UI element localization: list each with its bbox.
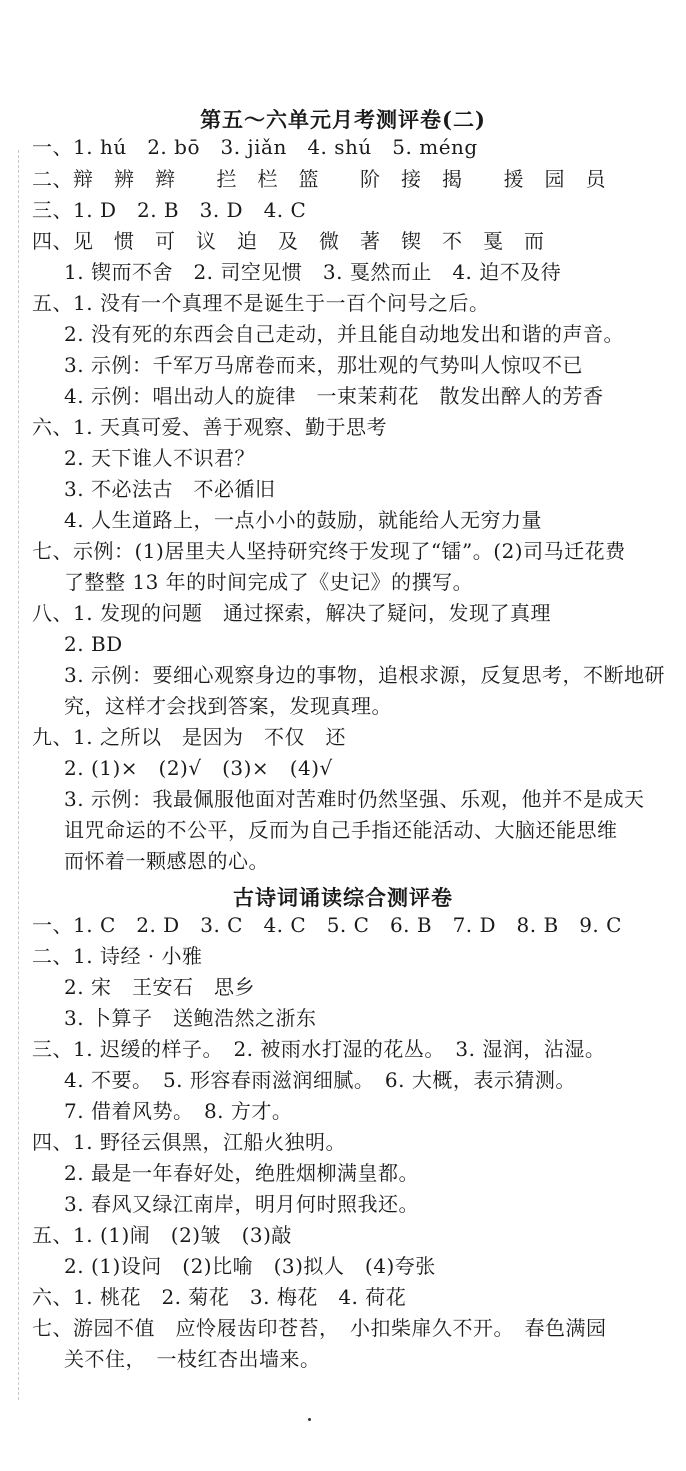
answer-line: 一、1. hú 2. bō 3. jiǎn 4. shú 5. méng: [32, 135, 478, 159]
answer-line: 3. 示例：我最佩服他面对苦难时仍然坚强、乐观，他并不是成天: [64, 787, 645, 811]
answer-line: 二、1. 诗经 · 小雅: [32, 944, 203, 968]
answer-line: 4. 不要。 5. 形容春雨滋润细腻。 6. 大概，表示猜测。: [64, 1068, 576, 1092]
section-title-ancient-poetry: 古诗词诵读综合测评卷: [233, 885, 453, 910]
answer-line: 究，这样才会找到答案，发现真理。: [64, 694, 392, 718]
answer-line: 七、示例：(1)居里夫人坚持研究终于发现了“镭”。(2)司马迁花费: [32, 539, 626, 563]
answer-line: 3. 春风又绿江南岸，明月何时照我还。: [64, 1192, 419, 1216]
answer-line: 7. 借着风势。 8. 方才。: [64, 1099, 293, 1123]
answer-line: 3. 示例：要细心观察身边的事物，追根求源，反复思考，不断地研: [64, 663, 665, 687]
answer-line: 3. 示例：千军万马席卷而来，那壮观的气势叫人惊叹不已: [64, 353, 583, 377]
answer-line: 1. 锲而不舍 2. 司空见惯 3. 戛然而止 4. 迫不及待: [64, 260, 562, 284]
answer-line: 三、1. 迟缓的样子。 2. 被雨水打湿的花丛。 3. 湿润，沾湿。: [32, 1037, 606, 1061]
answer-line: 二、辩 辨 辫 拦 栏 篮 阶 接 揭 援 园 员: [32, 167, 606, 191]
margin-rule: [18, 150, 19, 1400]
answer-line: 2. (1)设问 (2)比喻 (3)拟人 (4)夸张: [64, 1254, 436, 1278]
answer-line: 2. BD: [64, 632, 123, 656]
answer-line: 五、1. (1)闹 (2)皱 (3)敲: [32, 1223, 292, 1247]
answer-line: 六、1. 桃花 2. 菊花 3. 梅花 4. 荷花: [32, 1285, 407, 1309]
answer-line: 3. 卜算子 送鲍浩然之浙东: [64, 1006, 317, 1030]
answer-line: 3. 不必法古 不必循旧: [64, 477, 276, 501]
answer-line: 4. 示例：唱出动人的旋律 一束茉莉花 散发出醉人的芳香: [64, 384, 604, 408]
answer-line: 九、1. 之所以 是因为 不仅 还: [32, 725, 346, 749]
answer-line: 2. 最是一年春好处，绝胜烟柳满皇都。: [64, 1161, 419, 1185]
answer-line: 诅咒命运的不公平，反而为自己手指还能活动、大脑还能思维: [64, 818, 618, 842]
answer-line: 五、1. 没有一个真理不是诞生于一百个问号之后。: [32, 291, 490, 315]
section-title-unit-5-6: 第五～六单元月考测评卷(二): [200, 107, 486, 132]
answer-line: 六、1. 天真可爱、善于观察、勤于思考: [32, 415, 387, 439]
answer-line: 2. 天下谁人不识君？: [64, 446, 255, 470]
answer-line: 2. 宋 王安石 思乡: [64, 975, 255, 999]
answer-line: 三、1. D 2. B 3. D 4. C: [32, 198, 307, 222]
answer-line: 四、1. 野径云俱黑，江船火独明。: [32, 1130, 346, 1154]
answer-line: 了整整 13 年的时间完成了《史记》的撰写。: [64, 570, 474, 594]
answer-line: 八、1. 发现的问题 通过探索，解决了疑问，发现了真理: [32, 601, 551, 625]
answer-line: 一、1. C 2. D 3. C 4. C 5. C 6. B 7. D 8. B 9. C: [32, 913, 622, 937]
answer-line: 七、游园不值 应怜屐齿印苍苔， 小扣柴扉久不开。 春色满园: [32, 1316, 607, 1340]
answer-line: 2. 没有死的东西会自己走动，并且能自动地发出和谐的声音。: [64, 322, 624, 346]
answer-line: 关不住， 一枝红杏出墙来。: [64, 1347, 321, 1371]
answer-line: 4. 人生道路上，一点小小的鼓励，就能给人无穷力量: [64, 508, 542, 532]
answer-line: 2. (1)× (2)√ (3)× (4)√: [64, 756, 333, 780]
answer-line: 而怀着一颗感恩的心。: [64, 849, 269, 873]
print-speck: [308, 1418, 311, 1421]
answer-line: 四、见 惯 可 议 迫 及 微 著 锲 不 戛 而: [32, 229, 545, 253]
